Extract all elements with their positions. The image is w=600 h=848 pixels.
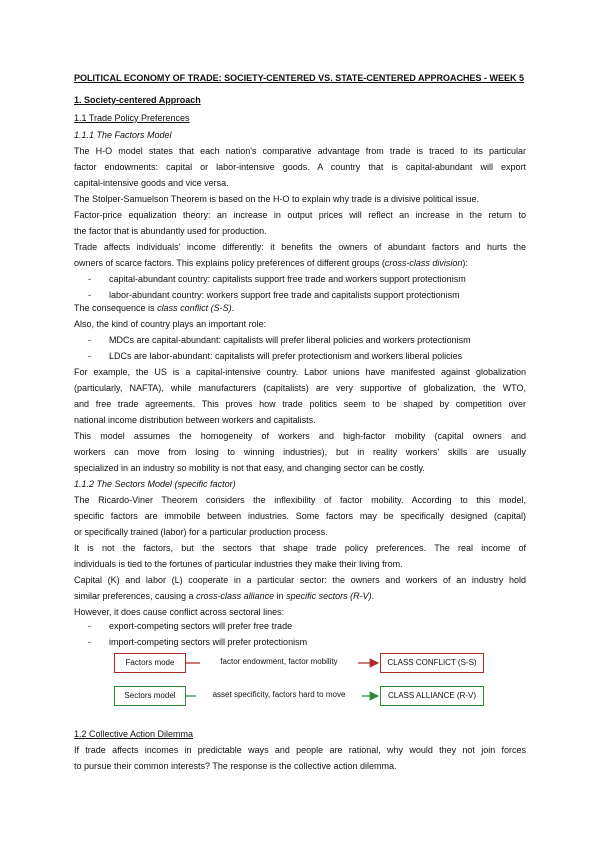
list-dash: - <box>88 637 91 647</box>
paragraph-ricardo-viner-2: specific factors are immobile between industries. Some factors may be specifically designed (capital) <box>74 511 526 521</box>
list-dash: - <box>88 335 91 345</box>
paragraph-income-1: Trade affects individuals' income differently: it benefits the owners of abundant factors and hurts the <box>74 242 526 252</box>
heading-society-centered: 1. Society-centered Approach <box>74 95 201 105</box>
paragraph-us-example-4: national income distribution between workers and capitalists. <box>74 415 316 425</box>
paragraph-hecksher-ohlin-2: factor endowments: capital or labor-intensive goods. A country that is capital-abundant will export <box>74 162 526 172</box>
paragraph-hecksher-ohlin-1: The H-O model states that each nation's comparative advantage from trade is traced to its particular <box>74 146 526 156</box>
paragraph-factor-price-1: Factor-price equalization theory: an increase in output prices will reflect an increase in the return to <box>74 210 526 220</box>
list-item-labor-abundant: labor-abundant country: workers support free trade and capitalists support protectionism <box>109 290 460 300</box>
heading-factors-model: 1.1.1 The Factors Model <box>74 130 172 140</box>
paragraph-kind-of-country: Also, the kind of country plays an important role: <box>74 319 267 329</box>
paragraph-us-example-3: and free trade agreements. This proves how trade politics seem to be shaped by competition over <box>74 399 526 409</box>
list-dash: - <box>88 351 91 361</box>
heading-trade-policy-preferences: 1.1 Trade Policy Preferences <box>74 113 190 123</box>
list-item-mdcs: MDCs are capital-abundant: capitalists will prefer liberal policies and workers protectionism <box>109 335 471 345</box>
paragraph-us-example-1: For example, the US is a capital-intensive country. Labor unions have manifested against globalization <box>74 367 526 377</box>
paragraph-ricardo-viner-1: The Ricardo-Viner Theorem considers the inflexibility of factor mobility. According to this model, <box>74 495 526 505</box>
class-conflict-box: CLASS CONFLICT (S-S) <box>380 653 484 673</box>
list-item-ldcs: LDCs are labor-abundant: capitalists will prefer protectionism and workers liberal policies <box>109 351 463 361</box>
paragraph-hecksher-ohlin-3: capital-intensive goods and vice versa. <box>74 178 229 188</box>
paragraph-ricardo-viner-3: or specifically trained (labor) for a particular production process. <box>74 527 328 537</box>
class-alliance-box: CLASS ALLIANCE (R-V) <box>380 686 484 706</box>
list-dash: - <box>88 290 91 300</box>
sectors-model-box: Sectors model <box>114 686 186 706</box>
list-dash: - <box>88 621 91 631</box>
cross-class-division-term: cross-class division <box>384 258 463 268</box>
paragraph-collective-action-2: to pursue their common interests? The response is the collective action dilemma. <box>74 761 397 771</box>
specific-sectors-term: specific sectors (R-V) <box>286 591 372 601</box>
class-conflict-term: class conflict (S-S) <box>157 303 232 313</box>
paragraph-sectoral-conflict: However, it does cause conflict across sectoral lines: <box>74 607 285 617</box>
list-dash: - <box>88 274 91 284</box>
paragraph-sectors-shape-2: individuals is tied to the fortunes of particular industries they make their living from. <box>74 559 403 569</box>
paragraph-collective-action-1: If trade affects incomes in predictable ways and people are rational, why would they not join forces <box>74 745 526 755</box>
list-item-capital-abundant: capital-abundant country: capitalists support free trade and workers support protectionism <box>109 274 466 284</box>
cross-class-alliance-term: cross-class alliance <box>196 591 275 601</box>
paragraph-consequence: The consequence is class conflict (S-S). <box>74 303 235 313</box>
document-title: POLITICAL ECONOMY OF TRADE: SOCIETY-CENTERED VS. STATE-CENTERED APPROACHES - WEEK 5 <box>74 73 525 83</box>
sectors-model-label: asset specificity, factors hard to move <box>196 686 362 706</box>
paragraph-income-2: owners of scarce factors. This explains policy preferences of different groups (cross-class division): <box>74 258 468 268</box>
heading-sectors-model: 1.1.2 The Sectors Model (specific factor) <box>74 479 236 489</box>
heading-collective-action: 1.2 Collective Action Dilemma <box>74 729 194 739</box>
paragraph-homogeneity-2: workers can move from losing to winning industries), but in reality workers' skills are usually <box>74 447 526 457</box>
paragraph-factor-price-2: the factor that is abundantly used for production. <box>74 226 267 236</box>
paragraph-stolper-samuelson: The Stolper-Samuelson Theorem is based on the H-O to explain why trade is a divisive political issue. <box>74 194 480 204</box>
paragraph-homogeneity-3: specialized in an industry so mobility is not that easy, and changing sector can be costly. <box>74 463 425 473</box>
list-item-import-competing: import-competing sectors will prefer protectionism <box>109 637 308 647</box>
paragraph-capital-labor-1: Capital (K) and labor (L) cooperate in a particular sector: the owners and workers of an industry hold <box>74 575 526 585</box>
paragraph-sectors-shape-1: It is not the factors, but the sectors that shape trade policy preferences. The real income of <box>74 543 526 553</box>
paragraph-us-example-2: (particularly, NAFTA), while manufacturers (capitalists) are very supportive of globalization, the WTO, <box>74 383 526 393</box>
factors-model-label: factor endowment, factor mobility <box>200 653 358 673</box>
paragraph-capital-labor-2: similar preferences, causing a cross-class alliance in specific sectors (R-V). <box>74 591 375 601</box>
factors-model-box: Factors mode <box>114 653 186 673</box>
paragraph-homogeneity-1: This model assumes the homogeneity of workers and high-factor mobility (capital owners and <box>74 431 526 441</box>
list-item-export-competing: export-competing sectors will prefer free trade <box>109 621 293 631</box>
